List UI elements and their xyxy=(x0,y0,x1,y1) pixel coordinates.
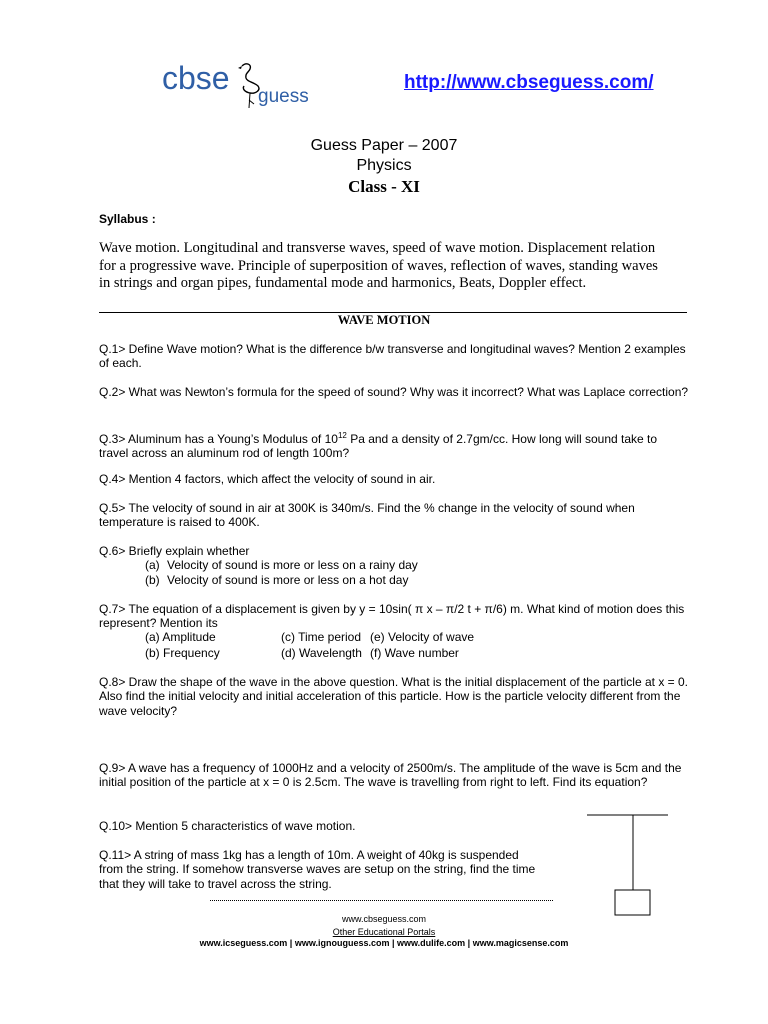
question-7-c: (c) Time period xyxy=(281,630,362,644)
question-7-e: (e) Velocity of wave xyxy=(370,630,475,644)
paper-title: Guess Paper – 2007 xyxy=(310,137,458,154)
syllabus-heading: Syllabus : xyxy=(99,212,156,226)
question-2: Q.2> What was Newton’s formula for the speed of sound? Why was it incorrect? What was Laplace correction? xyxy=(99,385,689,399)
question-10: Q.10> Mention 5 characteristics of wave motion. xyxy=(99,819,356,833)
question-3 xyxy=(99,429,689,461)
question-7: Q.7> The equation of a displacement is given by y = 10sin( π x – π/2 t + π/6) m. What kind of motion does this represent? Mention its xyxy=(99,602,685,631)
question-7-a: (a) Amplitude xyxy=(145,630,216,644)
question-11: Q.11> A string of mass 1kg has a length of 10m. A weight of 40kg is suspended from the string. If somehow transverse waves are setup on the string, find the time that they will take to travel across the string. xyxy=(99,848,536,891)
subject-title: Physics xyxy=(356,157,412,174)
syllabus-text: Wave motion. Longitudinal and transverse waves, speed of wave motion. Displacement relation for a progressive wave. Principle of superposition of waves, reflection of waves, standing waves in strings and organ pipes, fundamental mode and harmonics, Beats, Doppler effect. xyxy=(99,240,658,291)
question-9: Q.9> A wave has a frequency of 1000Hz and a velocity of 2500m/s. The amplitude of the wave is 5cm and the initial position of the particle at x = 0 is 2.5cm. The wave is travelling from right to left. Find its equation? xyxy=(99,761,682,790)
question-5: Q.5> The velocity of sound in air at 300K is 340m/s. Find the % change in the velocity of sound when temperature is raised to 400K. xyxy=(99,501,635,530)
weight-block xyxy=(615,890,650,915)
footer-dotted-divider xyxy=(210,900,553,901)
question-6-b-label: (b) xyxy=(145,573,160,587)
website-link[interactable]: http://www.cbseguess.com/ xyxy=(404,72,654,93)
question-1: Q.1> Define Wave motion? What is the difference b/w transverse and longitudinal waves? Mention 2 examples of each. xyxy=(99,342,686,371)
question-6-b: Velocity of sound is more or less on a hot day xyxy=(167,573,409,587)
logo-subtext: guess xyxy=(258,86,309,107)
question-7-f: (f) Wave number xyxy=(370,646,459,660)
question-7-d: (d) Wavelength xyxy=(281,646,362,660)
footer-links[interactable]: www.icseguess.com | www.ignouguess.com | www.dulife.com | www.magicsense.com xyxy=(199,938,569,948)
question-3-exponent: 12 xyxy=(337,431,347,440)
footer-portals-link[interactable]: Other Educational Portals xyxy=(332,927,436,937)
question-3-text-b: Pa and a density of 2.7gm/cc. How long will sound take to travel across an aluminum rod of length 100m? xyxy=(99,432,658,461)
logo-text: cbse xyxy=(162,60,230,96)
hanging-weight-diagram xyxy=(584,810,674,920)
question-6-a: Velocity of sound is more or less on a rainy day xyxy=(167,558,418,572)
question-8: Q.8> Draw the shape of the wave in the above question. What is the initial displacement of the particle at x = 0. Also find the initial velocity and initial acceleration of this particle. How is the particle velocity different from the wave velocity? xyxy=(99,675,689,718)
question-7-b: (b) Frequency xyxy=(145,646,220,660)
class-title: Class - XI xyxy=(348,177,420,196)
question-6-a-label: (a) xyxy=(145,558,160,572)
section-title: WAVE MOTION xyxy=(337,313,431,327)
footer-site[interactable]: www.cbseguess.com xyxy=(341,914,427,924)
question-3-text-a: Q.3> Aluminum has a Young’s Modulus of 10 xyxy=(99,432,338,446)
question-4: Q.4> Mention 4 factors, which affect the velocity of sound in air. xyxy=(99,472,436,486)
question-6: Q.6> Briefly explain whether xyxy=(99,544,250,558)
